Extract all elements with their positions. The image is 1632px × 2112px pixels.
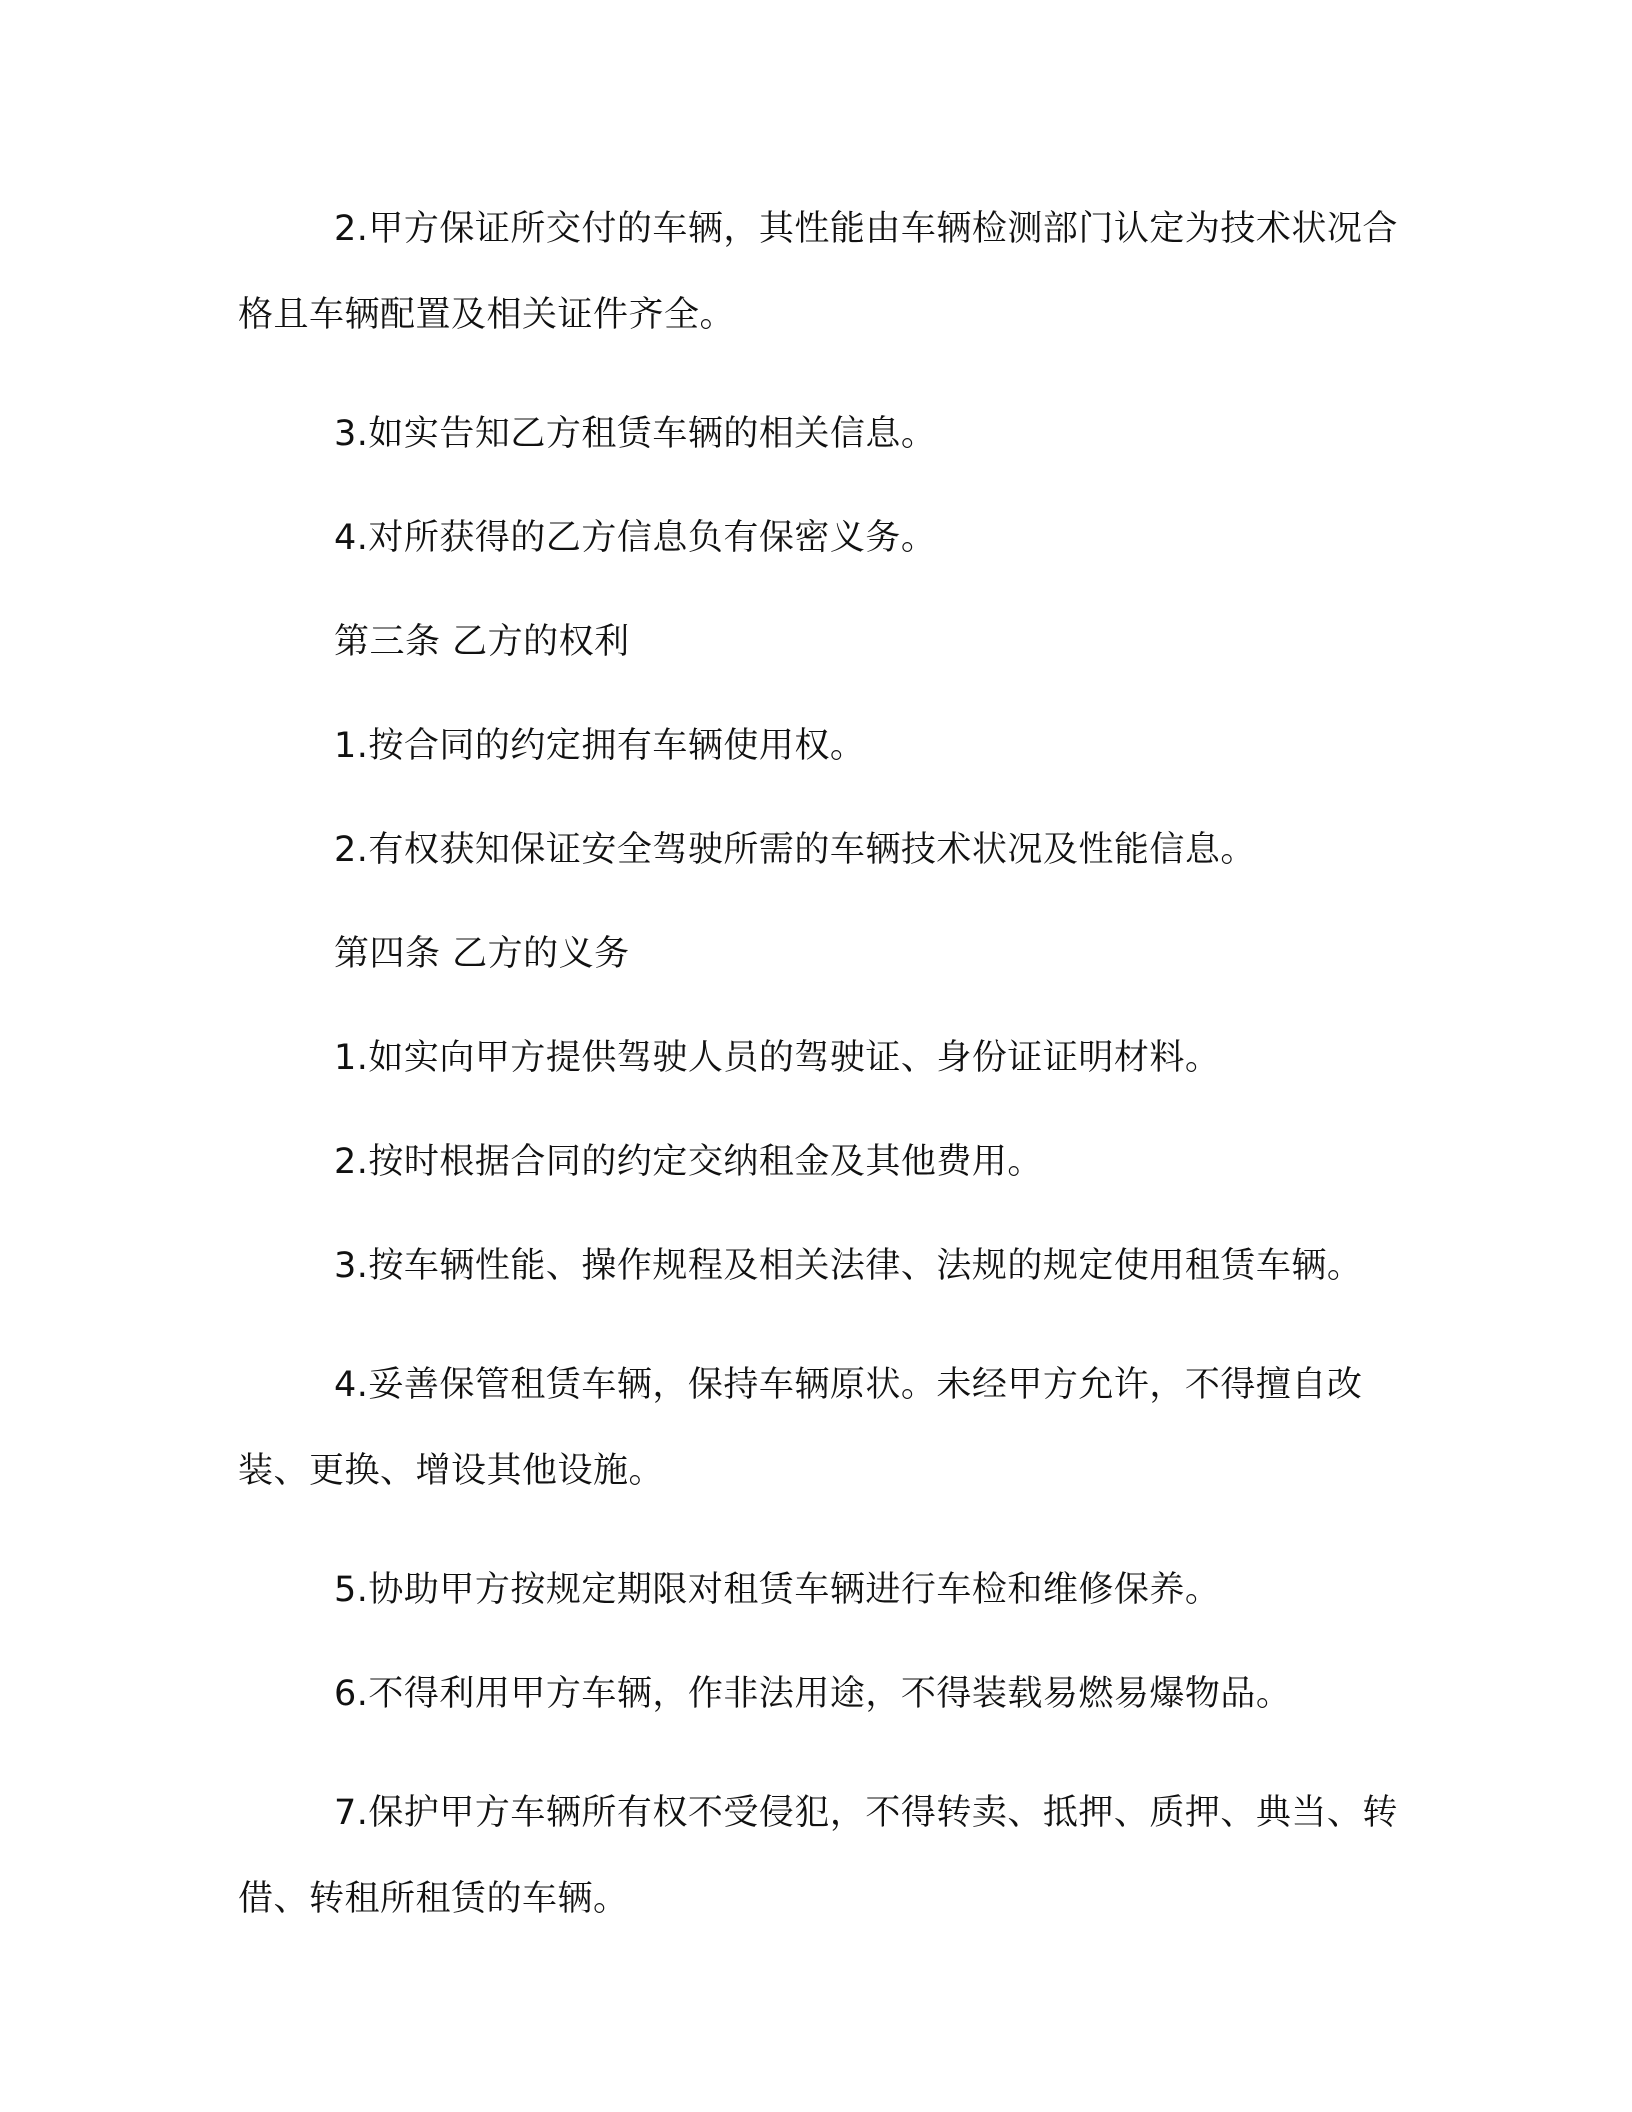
clause-paragraph: 6.不得利用甲方车辆，作非法用途，不得装载易燃易爆物品。: [334, 1674, 1292, 1714]
clause-paragraph: 1.按合同的约定拥有车辆使用权。: [334, 726, 866, 766]
clause-paragraph: 4.对所获得的乙方信息负有保密义务。: [334, 518, 937, 558]
clause-paragraph: 5.协助甲方按规定期限对租赁车辆进行车检和维修保养。: [334, 1570, 1221, 1610]
document-body: [238, 186, 1398, 1990]
clause-paragraph: 3.如实告知乙方租赁车辆的相关信息。: [334, 414, 937, 454]
clause-paragraph: 7.保护甲方车辆所有权不受侵犯，不得转卖、抵押、质押、典当、转借、转租所租赁的车辆。: [238, 1793, 1398, 1919]
clause-paragraph: 4.妥善保管租赁车辆，保持车辆原状。未经甲方允许，不得擅自改装、更换、增设其他设施。: [238, 1365, 1363, 1491]
clause-paragraph: 2.按时根据合同的约定交纳租金及其他费用。: [334, 1142, 1043, 1182]
clause-paragraph: 2.有权获知保证安全驾驶所需的车辆技术状况及性能信息。: [334, 830, 1256, 870]
clause-paragraph: 2.甲方保证所交付的车辆，其性能由车辆检测部门认定为技术状况合格且车辆配置及相关证件齐全。: [238, 209, 1398, 335]
clause-paragraph: 3.按车辆性能、操作规程及相关法律、法规的规定使用租赁车辆。: [334, 1246, 1363, 1286]
article-heading: 第四条 乙方的义务: [334, 934, 630, 974]
clause-paragraph: 1.如实向甲方提供驾驶人员的驾驶证、身份证证明材料。: [334, 1038, 1221, 1078]
article-heading: 第三条 乙方的权利: [334, 622, 630, 662]
